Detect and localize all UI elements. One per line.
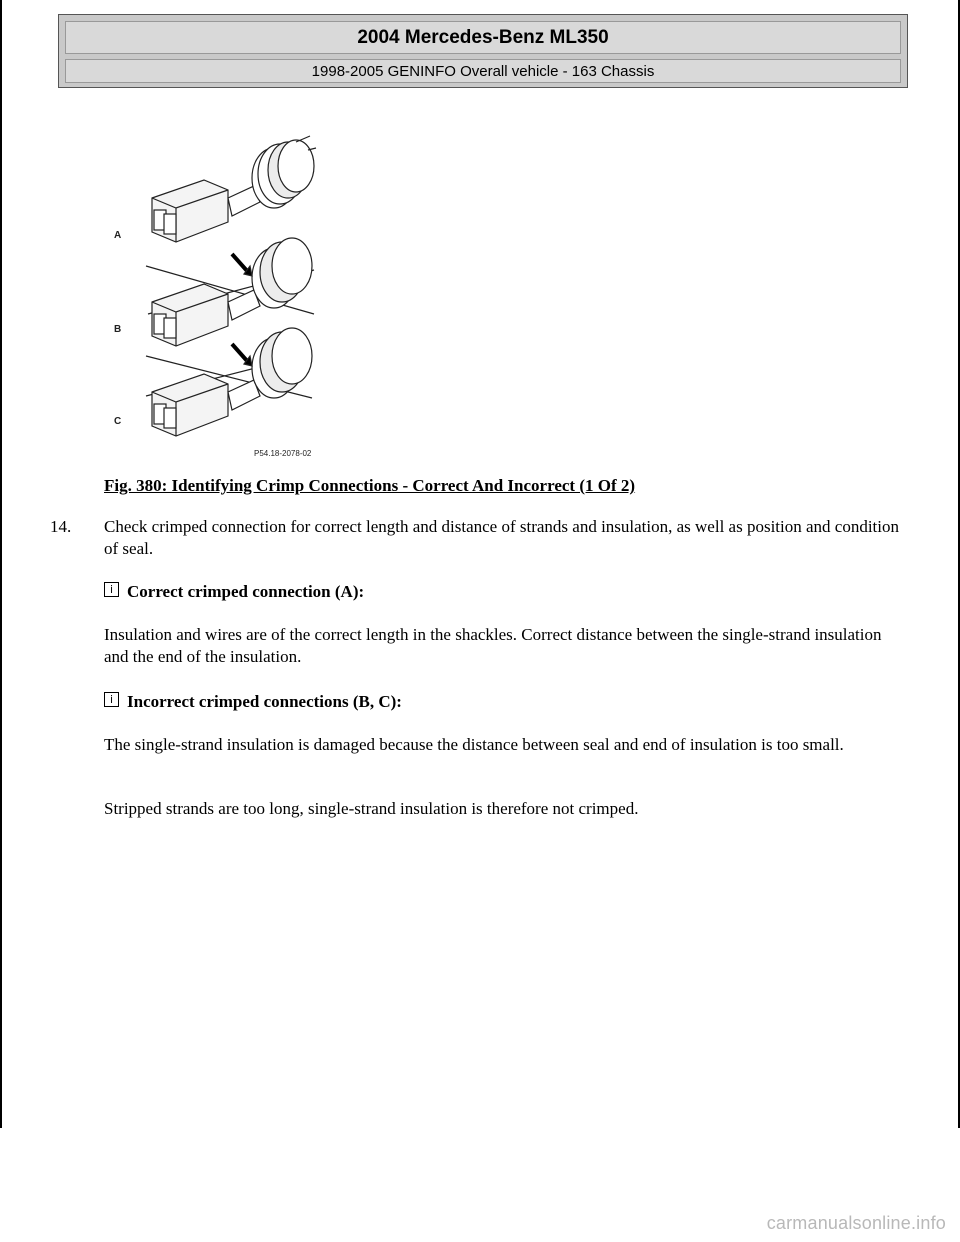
note-heading: Incorrect crimped connections (B, C): (127, 692, 402, 711)
step-number: 14. (50, 517, 72, 536)
info-icon: i (104, 692, 119, 707)
note-correct (104, 582, 364, 602)
header-subtitle: 1998-2005 GENINFO Overall vehicle - 163 Chassis (65, 59, 901, 83)
figure-label-a: A (114, 230, 122, 241)
crimp-connection-figure (104, 126, 364, 462)
note-incorrect (104, 692, 402, 712)
header-title: 2004 Mercedes-Benz ML350 (65, 21, 901, 54)
figure-caption[interactable]: Fig. 380: Identifying Crimp Connections - Correct And Incorrect (1 Of 2) (104, 476, 636, 495)
paragraph: Insulation and wires are of the correct length in the shackles. Correct distance between the single-strand insulation and the end of the insulation. (104, 625, 882, 666)
paragraph: The single-strand insulation is damaged because the distance between seal and end of insulation is too small. (104, 735, 844, 754)
note-heading: Correct crimped connection (A): (127, 582, 365, 601)
figure-code: P54.18-2078-02 (254, 449, 312, 458)
watermark-text: carmanualsonline.info (766, 1213, 946, 1233)
page-header (58, 14, 908, 88)
paragraph: Stripped strands are too long, single-strand insulation is therefore not crimped. (104, 799, 639, 818)
figure-label-b: B (114, 324, 122, 335)
figure-label-c: C (114, 416, 122, 427)
step-text: Check crimped connection for correct length and distance of strands and insulation, as well as position and condition of seal. (104, 517, 900, 558)
left-border (0, 0, 2, 1128)
crimp-connection-illustration (104, 126, 364, 462)
page-footer (0, 1128, 960, 1242)
connector-a-drawing (152, 136, 316, 242)
info-icon: i (104, 582, 119, 597)
